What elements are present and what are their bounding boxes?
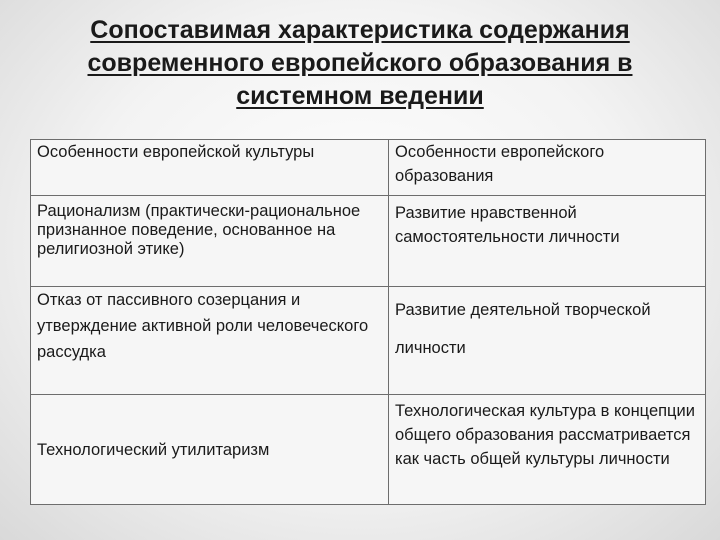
table-cell: Развитие нравственной самостоятельности личности	[389, 196, 706, 287]
table-row	[31, 395, 706, 505]
header-european-education: Особенности европейского образования	[389, 140, 706, 196]
table-cell: Технологическая культура в концепции общего образования рассматривается как часть общей культуры личности	[389, 395, 706, 505]
table-cell: Отказ от пассивного созерцания и утверждение активной роли человеческого рассудка	[31, 287, 389, 395]
table-cell: Рационализм (практически-рациональное признанное поведение, основанное на религиозной этике)	[31, 196, 389, 287]
comparison-table	[30, 139, 706, 505]
table-cell: Технологический утилитаризм	[31, 395, 389, 505]
table-row	[31, 287, 706, 395]
table-header-row	[31, 140, 706, 196]
slide-title: Сопоставимая характеристика содержания современного европейского образования в системном ведении	[87, 16, 633, 110]
header-european-culture: Особенности европейской культуры	[31, 140, 389, 196]
table-cell: Развитие деятельной творческой личности	[389, 287, 706, 395]
table-row	[31, 196, 706, 287]
